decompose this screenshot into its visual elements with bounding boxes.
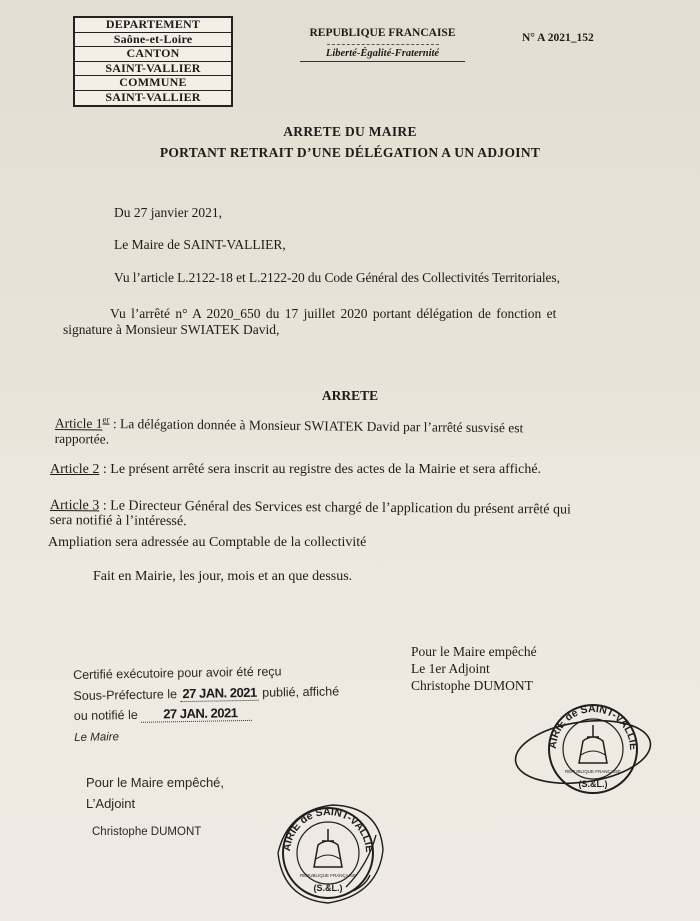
article-1-text-2: rapportée. [54,430,110,447]
signature-block-left [86,772,224,814]
seal-small-text: RÉPUBLIQUE FRANÇAISE [299,873,357,878]
considerant-2-line2: signature à Monsieur SWIATEK David, [63,322,280,337]
fait-en-mairie: Fait en Mairie, les jour, mois et an que dessus. [93,569,353,584]
republic-motto: Liberté-Égalité-Fraternité [300,48,465,62]
header-box-line: Saône-et-Loire [75,33,231,48]
article-2-text: : Le présent arrêté sera inscrit au registre des actes de la Mairie et sera affiché. [99,462,542,477]
seal-icon [258,795,388,913]
signature-line: Pour le Maire empêché, [86,775,225,790]
signature-name-left: Christophe DUMONT [92,826,202,838]
signature-line: L’Adjoint [86,796,136,811]
seal-bottom-text: (S.&L.) [313,883,343,893]
header-box-line: SAINT-VALLIER [75,62,231,77]
divider [327,44,439,45]
handwritten-date: 27 JAN. 2021 [141,705,251,723]
arrete-heading: ARRETE [321,388,379,403]
certif-notified: ou notifié le [73,707,138,723]
article-3-text: : Le Directeur Général des Services est chargé de l’application du présent arrêté qui [99,498,572,518]
article-1-text: : La délégation donnée à Monsieur SWIATEK David par l’arrêté susvisé est [109,416,524,436]
page-title: ARRETE DU MAIRE [283,124,417,139]
page-subtitle: PORTANT RETRAIT D’UNE DÉLÉGATION A UN ADJOINT [159,145,541,160]
seal-text: AIRIE de SAINT-VALLIE [280,805,376,853]
header-box-line: DEPARTEMENT [75,18,231,33]
mairie-seal-left [258,795,388,913]
seal-bottom-text: (S.&L.) [578,779,608,789]
certification-stamp [73,663,340,744]
article-2-label: Article 2 [50,462,100,477]
considerant-1: Vu l’article L.2122-18 et L.2122-20 du Code Général des Collectivités Territoriales, [114,270,560,285]
republic-title: REPUBLIQUE FRANCAISE [309,27,456,39]
mayor-line: Le Maire de SAINT-VALLIER, [114,237,286,252]
certif-le-maire: Le Maire [74,731,120,744]
article-1-sup: er [102,414,110,425]
signature-block-right [411,643,537,694]
article-3-label: Article 3 [49,498,100,514]
decree-number: N° A 2021_152 [522,32,594,44]
article-3 [50,498,650,533]
seal-text: AIRIE de SAINT-VALLIE [546,702,640,751]
article-1 [55,412,645,452]
article-3-text-2: sera notifié à l’intéressé. [49,512,187,530]
signature-name: Christophe DUMONT [411,678,533,693]
handwritten-date: 27 JAN. 2021 [180,685,259,702]
header-box-line: CANTON [75,47,231,62]
considerant-2-line1: Vu l’arrêté n° A 2020_650 du 17 juillet 2020 portant délégation de fonction et [110,306,557,321]
header-box [73,16,233,107]
ampliation: Ampliation sera adressée au Comptable de la collectivité [48,535,367,550]
certif-line-3 [74,703,340,728]
seal-icon [513,697,653,807]
article-1-label: Article 1 [54,415,103,431]
mairie-seal [513,697,653,807]
header-box-line: COMMUNE [75,76,231,91]
signature-line: Pour le Maire empêché [411,644,537,659]
certif-line-1: Certifié exécutoire pour avoir été reçu [73,664,282,682]
header-box-line: SAINT-VALLIER [105,89,201,104]
certif-prefecture: Sous-Préfecture le [73,687,178,703]
decree-date: Du 27 janvier 2021, [114,205,222,220]
signature-line: Le 1er Adjoint [411,661,490,676]
seal-small-text: RÉPUBLIQUE FRANÇAISE [564,769,622,774]
article-2 [50,462,541,477]
certif-published: publié, affiché [262,684,340,700]
republic-header [300,27,465,62]
